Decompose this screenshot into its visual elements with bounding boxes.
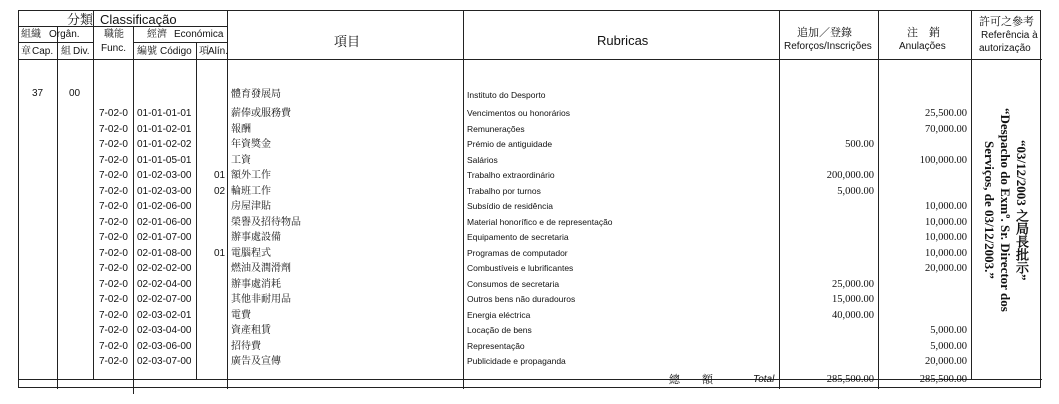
row-func: 7-02-0 bbox=[99, 294, 128, 305]
org-name-pt: Instituto do Desporto bbox=[467, 90, 546, 100]
row-codigo: 01-01-02-01 bbox=[137, 123, 192, 135]
row-anulacoes: 10,000.00 bbox=[925, 232, 967, 243]
row-func: 7-02-0 bbox=[99, 309, 128, 321]
row-func: 7-02-0 bbox=[99, 356, 128, 367]
row-name-pt: Salários bbox=[467, 154, 498, 165]
row-codigo: 02-03-06-00 bbox=[137, 340, 192, 352]
org-name-cn: 體育發展局 bbox=[231, 89, 281, 100]
header-bottom bbox=[19, 59, 1042, 60]
row-name-pt: Equipamento de secretaria bbox=[467, 232, 569, 242]
row-name-pt: Representação bbox=[467, 340, 525, 351]
row-func: 7-02-0 bbox=[99, 185, 128, 197]
classificacao-pt: Classificação bbox=[100, 12, 177, 27]
row-reforcos: 200,000.00 bbox=[826, 170, 874, 181]
classificacao-cn: 分類 bbox=[67, 12, 94, 27]
row-func: 7-02-0 bbox=[99, 325, 128, 336]
row-name-cn: 其他非耐用品 bbox=[231, 294, 291, 305]
row-name-pt: Trabalho por turnos bbox=[467, 185, 541, 196]
anulacoes-pt: Anulações bbox=[899, 41, 946, 52]
ref-pt1: Referência à bbox=[981, 30, 1038, 41]
row-name-cn: 招待費 bbox=[231, 340, 261, 352]
row-name-cn: 電腦程式 bbox=[231, 247, 271, 259]
codigo-cn: 編號 bbox=[137, 46, 157, 57]
economica-cn: 經濟 bbox=[147, 29, 167, 40]
row-func: 7-02-0 bbox=[99, 139, 128, 150]
organica-cn: 組織 bbox=[21, 29, 41, 40]
row-anulacoes: 5,000.00 bbox=[930, 325, 967, 336]
col-divider bbox=[133, 26, 134, 394]
row-func: 7-02-0 bbox=[99, 340, 128, 352]
row-reforcos: 40,000.00 bbox=[832, 309, 874, 321]
col-divider bbox=[971, 11, 972, 379]
div-cn: 組 bbox=[61, 46, 71, 57]
div-pt: Div. bbox=[73, 46, 90, 57]
row-name-cn: 報酬 bbox=[231, 123, 251, 135]
row-codigo: 01-02-03-00 bbox=[137, 185, 192, 197]
row-codigo: 02-03-02-01 bbox=[137, 309, 192, 321]
row-codigo: 01-01-02-02 bbox=[137, 139, 192, 150]
authorization-note bbox=[981, 105, 1029, 315]
reforcos-cn: 追加／登錄 bbox=[797, 27, 852, 39]
row-name-pt: Trabalho extraordinário bbox=[467, 170, 555, 180]
row-name-pt: Material honorífico e de representação bbox=[467, 216, 613, 227]
total-reforcos: 285,500.00 bbox=[826, 374, 874, 385]
authorization-line-2: “Despacho do Exmº. Sr. Director dos bbox=[998, 108, 1013, 312]
row-name-cn: 燃油及潤滑劑 bbox=[231, 263, 291, 274]
row-name-cn: 房屋津貼 bbox=[231, 201, 271, 212]
row-anulacoes: 100,000.00 bbox=[919, 154, 967, 166]
row-func: 7-02-0 bbox=[99, 201, 128, 212]
funcional-cn: 職能 bbox=[104, 29, 124, 40]
codigo-pt: Código bbox=[160, 46, 192, 57]
economica-pt: Económica bbox=[174, 29, 224, 40]
row-anulacoes: 70,000.00 bbox=[925, 123, 967, 135]
row-name-cn: 年資獎金 bbox=[231, 139, 271, 150]
row-divider bbox=[19, 42, 93, 43]
row-reforcos: 25,000.00 bbox=[832, 278, 874, 290]
row-func: 7-02-0 bbox=[99, 216, 128, 228]
col-divider bbox=[779, 11, 780, 389]
row-name-pt: Prémio de antiguidade bbox=[467, 139, 553, 149]
col-divider bbox=[463, 11, 464, 389]
row-reforcos: 500.00 bbox=[845, 139, 874, 150]
row-codigo: 02-01-08-00 bbox=[137, 247, 192, 259]
row-codigo: 01-01-05-01 bbox=[137, 154, 192, 166]
row-name-pt: Remunerações bbox=[467, 123, 525, 134]
row-alinea: 01 bbox=[214, 247, 226, 259]
col-divider bbox=[196, 42, 197, 379]
row-anulacoes: 10,000.00 bbox=[925, 201, 967, 212]
row-func: 7-02-0 bbox=[99, 278, 128, 290]
row-func: 7-02-0 bbox=[99, 108, 128, 119]
row-func: 7-02-0 bbox=[99, 263, 128, 274]
org-div: 00 bbox=[69, 88, 81, 99]
ref-cn: 許可之參考 bbox=[979, 16, 1034, 28]
row-name-cn: 榮譽及招待物品 bbox=[231, 216, 301, 228]
rubricas-heading: Rubricas bbox=[597, 33, 649, 48]
row-func: 7-02-0 bbox=[99, 232, 128, 243]
col-divider bbox=[227, 11, 228, 389]
authorization-line-3: Serviços, de 03/12/2003.” bbox=[982, 141, 997, 279]
row-func: 7-02-0 bbox=[99, 170, 128, 181]
footer-line bbox=[19, 379, 1042, 380]
row-alinea: 01 bbox=[214, 170, 226, 181]
reforcos-pt: Reforços/Inscrições bbox=[784, 41, 872, 52]
row-anulacoes: 20,000.00 bbox=[925, 356, 967, 367]
row-anulacoes: 5,000.00 bbox=[930, 340, 967, 352]
row-codigo: 02-03-04-00 bbox=[137, 325, 192, 336]
row-name-pt: Subsídio de residência bbox=[467, 201, 554, 211]
row-anulacoes: 25,500.00 bbox=[925, 108, 967, 119]
row-codigo: 01-01-01-01 bbox=[137, 108, 192, 119]
col-divider bbox=[878, 11, 879, 389]
row-codigo: 02-03-07-00 bbox=[137, 356, 192, 367]
authorization-line-1: “03/12/2003 之局長批示” bbox=[1014, 139, 1029, 281]
row-reforcos: 5,000.00 bbox=[837, 185, 874, 197]
row-name-pt: Programas de computador bbox=[467, 247, 568, 258]
row-func: 7-02-0 bbox=[99, 247, 128, 259]
row-codigo: 02-02-02-00 bbox=[137, 263, 192, 274]
total-label-pt: Total bbox=[753, 374, 775, 385]
budget-table bbox=[18, 10, 1041, 388]
row-name-cn: 辦事處消耗 bbox=[231, 278, 281, 290]
funcional-pt: Func. bbox=[101, 43, 127, 54]
row-name-cn: 電費 bbox=[231, 309, 251, 321]
row-name-cn: 辦事處設備 bbox=[231, 232, 281, 243]
total-label-cn: 總 額 bbox=[669, 373, 713, 386]
ref-pt2: autorização bbox=[979, 43, 1031, 54]
row-name-cn: 廣告及宣傳 bbox=[231, 356, 281, 367]
col-divider bbox=[57, 26, 58, 389]
row-codigo: 02-02-04-00 bbox=[137, 278, 192, 290]
row-name-cn: 輪班工作 bbox=[231, 185, 271, 197]
row-name-pt: Energia eléctrica bbox=[467, 309, 531, 320]
row-func: 7-02-0 bbox=[99, 154, 128, 166]
organica-pt: Orgân. bbox=[49, 29, 80, 40]
org-cap: 37 bbox=[32, 88, 44, 99]
row-codigo: 01-02-03-00 bbox=[137, 170, 192, 181]
anulacoes-cn: 注 銷 bbox=[907, 27, 940, 39]
row-codigo: 02-01-06-00 bbox=[137, 216, 192, 228]
cap-pt: Cap. bbox=[32, 46, 54, 57]
row-name-cn: 工資 bbox=[231, 154, 251, 166]
row-codigo: 01-02-06-00 bbox=[137, 201, 192, 212]
row-name-pt: Locação de bens bbox=[467, 325, 532, 335]
row-name-pt: Consumos de secretaria bbox=[467, 278, 560, 289]
row-codigo: 02-02-07-00 bbox=[137, 294, 192, 305]
row-name-pt: Outros bens não duradouros bbox=[467, 294, 576, 304]
cap-cn: 章 bbox=[21, 46, 31, 57]
row-name-pt: Vencimentos ou honorários bbox=[467, 108, 571, 118]
row-name-cn: 薪俸或服務費 bbox=[231, 108, 291, 119]
row-codigo: 02-01-07-00 bbox=[137, 232, 192, 243]
row-name-cn: 資產租賃 bbox=[231, 325, 271, 336]
row-func: 7-02-0 bbox=[99, 123, 128, 135]
alinea-pt: Alín. bbox=[208, 46, 229, 57]
row-alinea: 02 bbox=[214, 185, 226, 197]
col-divider bbox=[93, 11, 94, 379]
row-name-cn: 額外工作 bbox=[231, 170, 271, 181]
row-reforcos: 15,000.00 bbox=[832, 294, 874, 305]
alinea-cn: 項 bbox=[199, 46, 209, 57]
row-divider bbox=[133, 42, 227, 43]
item-cn: 項目 bbox=[334, 34, 361, 49]
row-anulacoes: 10,000.00 bbox=[925, 247, 967, 259]
row-anulacoes: 20,000.00 bbox=[925, 263, 967, 274]
total-anulacoes: 285,500.00 bbox=[919, 374, 967, 385]
row-name-pt: Combustíveis e lubrificantes bbox=[467, 263, 574, 273]
row-name-pt: Publicidade e propaganda bbox=[467, 356, 566, 366]
row-anulacoes: 10,000.00 bbox=[925, 216, 967, 228]
